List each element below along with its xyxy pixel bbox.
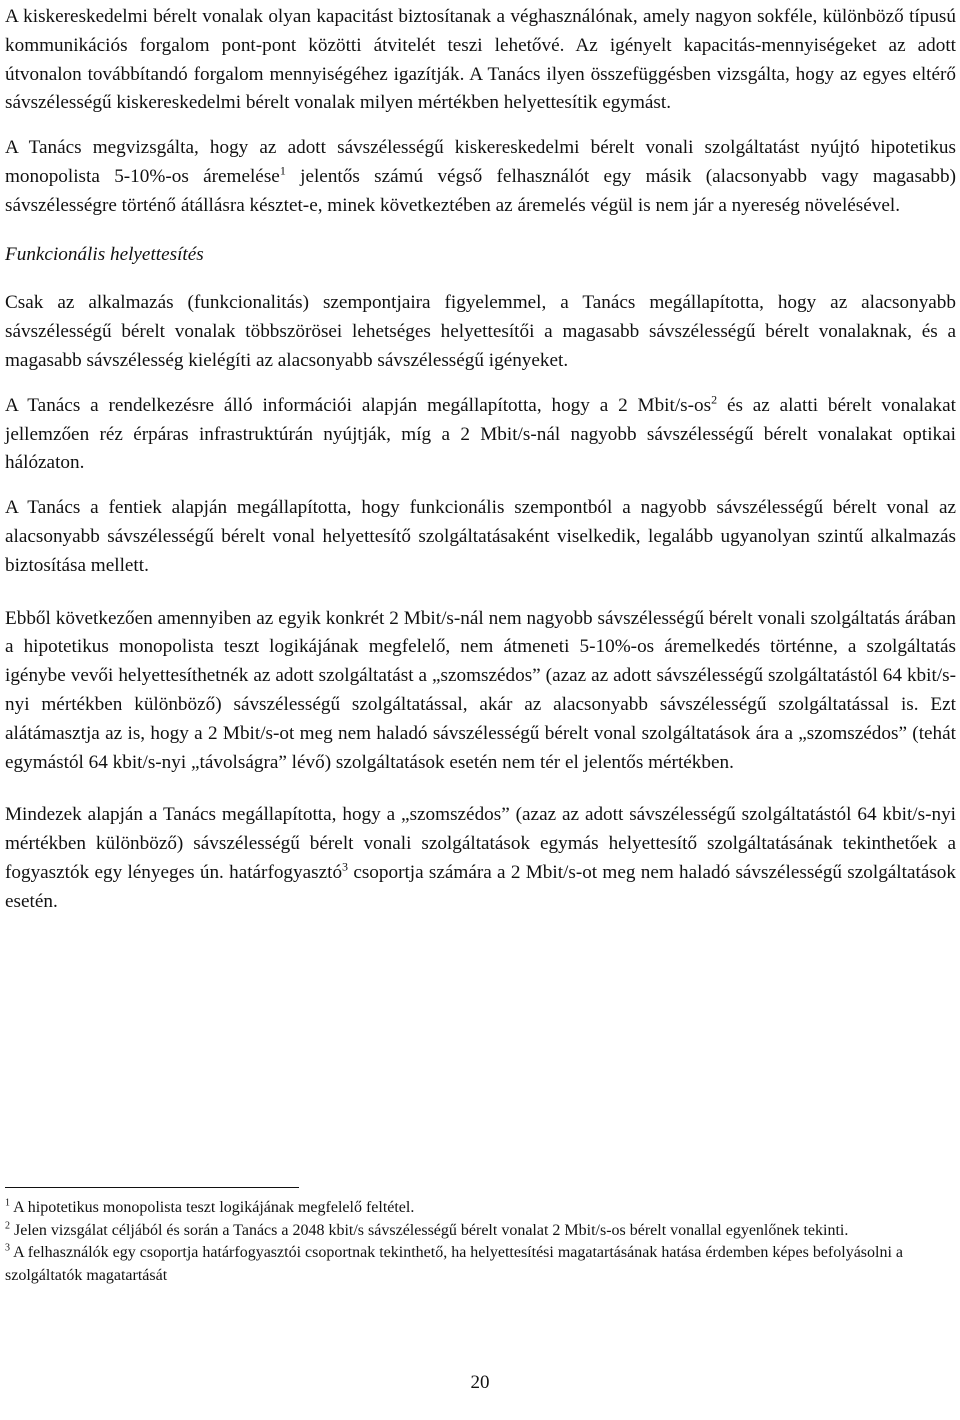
paragraph-4-text-a: A Tanács a rendelkezésre álló információi alapján megállapította, hogy a 2 Mbit/s-os (5, 394, 712, 416)
paragraph-2-text-a: A Tanács megvizsgálta, hogy az adott sávszélességű kiskereskedelmi bérelt vonali szolgáltatást nyújtó hipotetikus monopolista 5-10%-os áremelése (5, 137, 956, 187)
paragraph-7-text-b: csoportja számára a 2 Mbit/s-ot meg nem haladó sávszélességű szolgáltatások esetén. (5, 861, 956, 912)
page-number: 20 (470, 1372, 490, 1393)
footnote-ref-2[interactable]: 2 (711, 392, 718, 407)
paragraph-4 (5, 392, 956, 478)
footnote-3-text: A felhasználók egy csoportja határfogyasztói csoportnak tekinthető, ha helyettesítési magatartásának hatása érdemben képes befolyásolni a szolgáltatók magatartását (5, 1244, 904, 1284)
paragraph-7 (5, 801, 956, 916)
footnote-2-number: 2 (5, 1220, 10, 1232)
paragraph-2-text-b: jelentős számú végső felhasználót egy másik (alacsonyabb vagy magasabb) sávszélességre történő átállásra késztet-e, minek következtében az áremelés végül is nem jár a nyereség növelésével. (5, 165, 957, 216)
paragraph-1: A kiskereskedelmi bérelt vonalak olyan kapacitást biztosítanak a véghasználónak, amely nagyon sokféle, különböző típusú kommunikációs forgalom pont-pont közötti átvitelét teszi lehetővé. Az igényelt kapacitás-mennyiségeket az adott útvonalon továbbítandó forgalom mennyiségéhez igazítják. A Tanács ilyen összefüggésben vizsgálta, hogy az egyes eltérő sávszélességű kiskereskedelmi bérelt vonalak milyen mértékben helyettesítik egymást. (5, 6, 956, 114)
footnote-1 (5, 1197, 940, 1220)
footnote-2-text: Jelen vizsgálat céljából és során a Tanács a 2048 kbit/s sávszélességű bérelt vonalat 2 Mbit/s-os bérelt vonallal egyenlőnek tekinti. (10, 1221, 849, 1239)
footnote-separator (5, 1187, 299, 1188)
footnote-ref-3[interactable]: 3 (342, 859, 349, 874)
footnotes (5, 1197, 940, 1287)
paragraph-7-text-a: Mindezek alapján a Tanács megállapította, hogy a „szomszédos” (azaz az adott sávszélességű szolgáltatástól 64 kbit/s-nyi mértékben különböző) sávszélességű bérelt vonali szolgáltatások egymás helyettesítő szolgáltatásának tekinthetőek a fogyasztók egy lényeges ún. határfogyasztó (5, 804, 956, 883)
paragraph-6: Ebből következően amennyiben az egyik konkrét 2 Mbit/s-nál nem nagyobb sávszélességű bérelt vonali szolgáltatás árában a hipotetikus monopolista teszt logikájának megfelelő, nem átmeneti 5-10%-os áremelkedés történne, a szolgáltatás igénybe vevői helyettesíthetnék az adott szolgáltatást a „szomszédos” (azaz az adott sávszélességű szolgáltatástól 64 kbit/s-nyi mértékben különböző) sávszélességű szolgáltatással, akár az alacsonyabb sávszélességű szolgáltatással is. Ezt alátámasztja az is, hogy a 2 Mbit/s-ot meg nem haladó sávszélességű bérelt vonal szolgáltatások ára a „szomszédos” (tehát egymástól 64 kbit/s-nyi „távolságra” lévő) szolgáltatások esetén nem tér el jelentős mértékben. (5, 607, 956, 773)
section-heading: Funkcionális helyettesítés (5, 243, 204, 265)
footnote-1-text: A hipotetikus monopolista teszt logikájának megfelelő feltétel. (10, 1199, 415, 1216)
paragraph-2 (5, 134, 956, 220)
footnote-3 (5, 1242, 940, 1287)
footnote-2 (5, 1220, 940, 1243)
paragraph-5: A Tanács a fentiek alapján megállapította, hogy funkcionális szempontból a nagyobb sávszélességű bérelt vonal az alacsonyabb sávszélességű bérelt vonal helyettesítő szolgáltatásaként viselkedik, legalább ugyanolyan szintű alkalmazás biztosítása mellett. (5, 497, 956, 576)
footnote-ref-1[interactable]: 1 (279, 163, 286, 178)
paragraph-3: Csak az alkalmazás (funkcionalitás) szempontjaira figyelemmel, a Tanács megállapította, hogy az alacsonyabb sávszélességű bérelt vonalak többszörösei lehetséges helyettesítői a magasabb sávszélességű bérelt vonalaknak, és a magasabb sávszélesség kielégíti az alacsonyabb sávszélességű igényeket. (5, 292, 956, 371)
paragraph-4-text-b: és az alatti bérelt vonalakat jellemzően réz érpáras infrastruktúrán nyújtják, míg a 2 Mbit/s-nál nagyobb sávszélességű bérelt vonalakat optikai hálózaton. (5, 394, 956, 474)
footnote-3-number: 3 (5, 1242, 10, 1254)
footnote-1-number: 1 (5, 1197, 10, 1209)
